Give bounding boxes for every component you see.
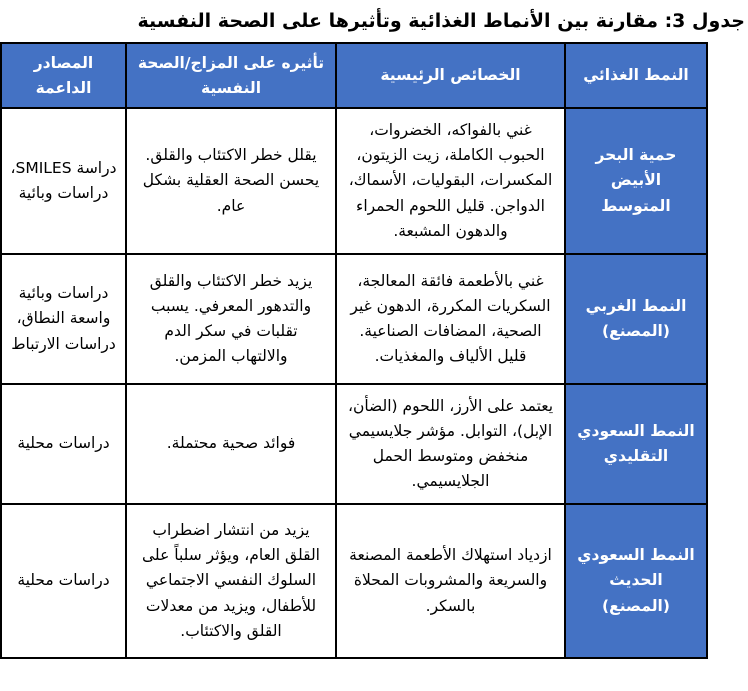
cell-characteristics: يعتمد على الأرز، اللحوم (الضأن، الإبل)، التوابل. مؤشر جلايسيمي منخفض ومتوسط الحمل الجلايسيمي. bbox=[336, 384, 565, 504]
table-title: جدول 3: مقارنة بين الأنماط الغذائية وتأثيرها على الصحة النفسية bbox=[137, 10, 745, 32]
header-cell-characteristics: الخصائص الرئيسية bbox=[336, 43, 565, 108]
table-row bbox=[1, 504, 707, 658]
cell-sources: دراسات محلية bbox=[1, 384, 126, 504]
cell-pattern: النمط الغربي (المصنع) bbox=[565, 254, 707, 384]
table-row bbox=[1, 108, 707, 254]
cell-pattern: النمط السعودي الحديث (المصنع) bbox=[565, 504, 707, 658]
header-cell-effect: تأثيره على المزاج/الصحة النفسية bbox=[126, 43, 336, 108]
cell-characteristics: ازدياد استهلاك الأطعمة المصنعة والسريعة والمشروبات المحلاة بالسكر. bbox=[336, 504, 565, 658]
cell-sources: دراسة SMILES، دراسات وبائية bbox=[1, 108, 126, 254]
cell-pattern: حمية البحر الأبيض المتوسط bbox=[565, 108, 707, 254]
cell-effect: فوائد صحية محتملة. bbox=[126, 384, 336, 504]
cell-effect: يزيد خطر الاكتئاب والقلق والتدهور المعرفي. يسبب تقلبات في سكر الدم والالتهاب المزمن. bbox=[126, 254, 336, 384]
cell-effect: يزيد من انتشار اضطراب القلق العام، ويؤثر سلباً على السلوك النفسي الاجتماعي للأطفال، ويزيد من معدلات القلق والاكتئاب. bbox=[126, 504, 336, 658]
cell-effect: يقلل خطر الاكتئاب والقلق. يحسن الصحة العقلية بشكل عام. bbox=[126, 108, 336, 254]
header-row bbox=[1, 43, 707, 108]
cell-characteristics: غني بالفواكه، الخضروات، الحبوب الكاملة، زيت الزيتون، المكسرات، البقوليات، الأسماك، الدواجن. قليل اللحوم الحمراء والدهون المشبعة. bbox=[336, 108, 565, 254]
header-cell-pattern: النمط الغذائي bbox=[565, 43, 707, 108]
table-row bbox=[1, 384, 707, 504]
table-row bbox=[1, 254, 707, 384]
diet-comparison-table bbox=[0, 42, 708, 659]
cell-pattern: النمط السعودي التقليدي bbox=[565, 384, 707, 504]
cell-sources: دراسات وبائية واسعة النطاق، دراسات الارتباط bbox=[1, 254, 126, 384]
header-cell-sources: المصادر الداعمة bbox=[1, 43, 126, 108]
cell-characteristics: غني بالأطعمة فائقة المعالجة، السكريات المكررة، الدهون غير الصحية، المضافات الصناعية. قليل الألياف والمغذيات. bbox=[336, 254, 565, 384]
cell-sources: دراسات محلية bbox=[1, 504, 126, 658]
